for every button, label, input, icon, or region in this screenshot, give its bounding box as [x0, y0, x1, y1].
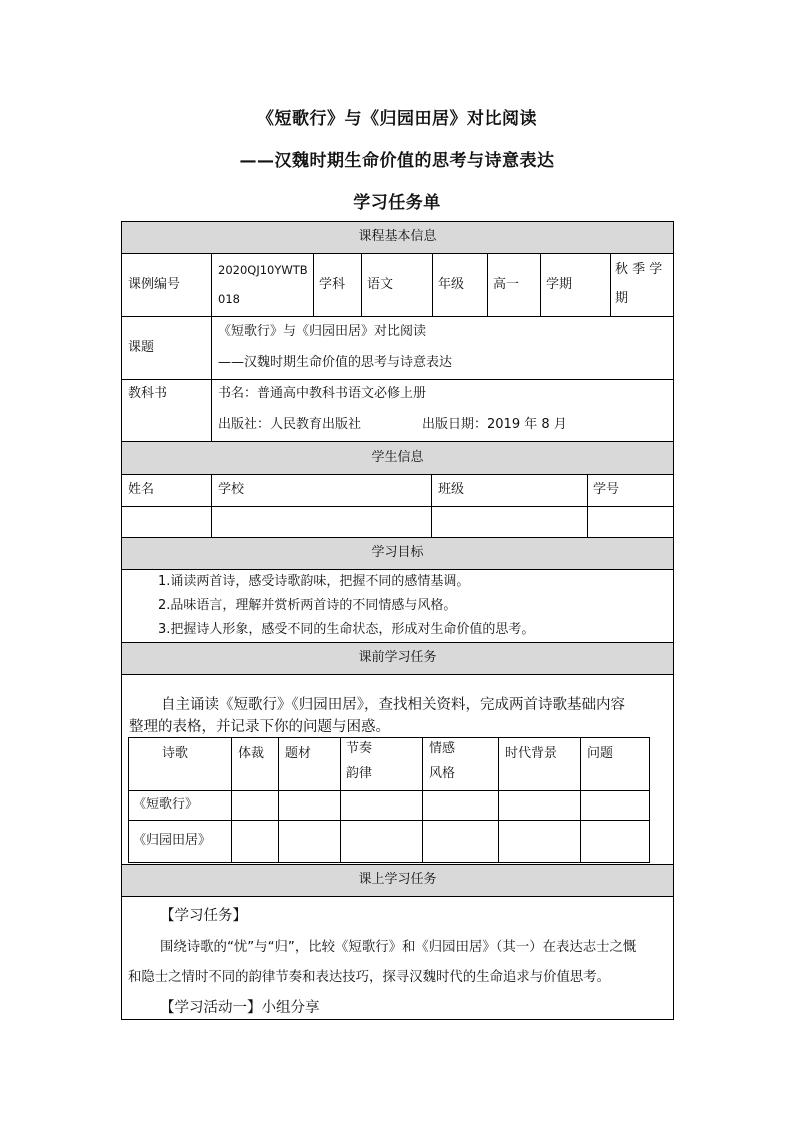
section-in-class [121, 864, 674, 896]
case-no-label: 课例编号 [128, 277, 181, 292]
grade-value: 高一 [493, 277, 520, 292]
section-course-info [121, 221, 674, 253]
doc-subtitle: ——汉魏时期生命价值的思考与诗意表达 [239, 151, 555, 171]
activity-one-heading: 【学习活动一】小组分享 [160, 1000, 320, 1016]
doc-title: 《短歌行》与《归园田居》对比阅读 [257, 109, 537, 129]
section-in-class-label: 课上学习任务 [358, 872, 437, 887]
term-value-line2: 期 [615, 291, 629, 306]
section-goals-label: 学习目标 [371, 545, 424, 560]
col-header-rhyme: 韵律 [346, 766, 373, 781]
section-student-info [121, 441, 674, 474]
col-header-rhythm: 节奏 [346, 741, 373, 756]
pre-task-para-line1: 自主诵读《短歌行》《归园田居》，查找相关资料，完成两首诗歌基础内容 [161, 697, 625, 713]
section-student-info-label: 学生信息 [371, 450, 424, 465]
case-no-value-line1: 2020QJ10YWTB [218, 263, 308, 277]
pre-task-para-line2: 整理的表格，并记录下你的问题与困惑。 [129, 719, 390, 735]
student-class-label: 班级 [438, 482, 465, 497]
textbook-name: 书名：普通高中教科书语文必修上册 [218, 386, 427, 401]
in-class-para-line2: 和隐士之情时不同的韵律节奏和表达技巧，探寻汉魏时代的生命追求与价值思考。 [128, 970, 611, 985]
col-header-poem: 诗歌 [162, 746, 189, 761]
topic-label: 课题 [128, 340, 155, 355]
section-course-info-label: 课程基本信息 [358, 229, 437, 244]
row-poem-guiyuantianju: 《归园田居》 [133, 833, 212, 848]
task-heading: 【学习任务】 [160, 908, 247, 924]
grade-label: 年级 [438, 277, 465, 292]
textbook-label: 教科书 [128, 386, 168, 401]
student-id-label: 学号 [593, 482, 620, 497]
section-pre-task-label: 课前学习任务 [358, 650, 437, 665]
term-label: 学期 [546, 277, 573, 292]
goal-item-1: 1.诵读两首诗，感受诗歌韵味，把握不同的感情基调。 [158, 574, 470, 589]
section-pre-task [121, 642, 674, 674]
topic-line1: 《短歌行》与《归园田居》对比阅读 [218, 324, 427, 339]
subject-label: 学科 [319, 277, 346, 292]
in-class-para-line1: 围绕诗歌的“忧”与“归”，比较《短歌行》和《归园田居》（其一）在表达志士之慨 [160, 940, 637, 955]
topic-line2: ——汉魏时期生命价值的思考与诗意表达 [218, 355, 453, 370]
goal-item-3: 3.把握诗人形象，感受不同的生命状态，形成对生命价值的思考。 [158, 622, 535, 637]
subject-value: 语文 [367, 277, 394, 292]
student-name-label: 姓名 [128, 482, 155, 497]
col-header-emotion: 情感 [429, 741, 456, 756]
col-header-background: 时代背景 [505, 746, 558, 761]
col-header-genre: 体裁 [238, 746, 265, 761]
col-header-questions: 问题 [587, 746, 614, 761]
term-value-line1: 秋 季 学 [615, 262, 663, 277]
col-header-style: 风格 [429, 766, 456, 781]
case-no-value-line2: 018 [218, 292, 240, 306]
section-goals [121, 537, 674, 569]
row-poem-duangexing: 《短歌行》 [133, 797, 199, 812]
col-header-theme: 题材 [285, 746, 312, 761]
textbook-pub-date: 出版日期：2019 年 8 月 [422, 417, 567, 432]
goal-item-2: 2.品味语言，理解并赏析两首诗的不同情感与风格。 [158, 598, 457, 613]
doc-heading-task-sheet: 学习任务单 [353, 193, 441, 213]
textbook-publisher: 出版社：人民教育出版社 [218, 417, 362, 432]
student-school-label: 学校 [218, 482, 245, 497]
